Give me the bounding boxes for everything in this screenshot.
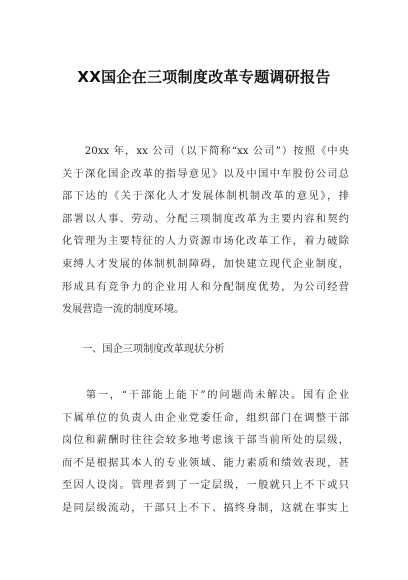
document-title: XX国企在三项制度改革专题调研报告 bbox=[77, 68, 331, 86]
paragraph-line: 20xx 年，xx 公司（以下简称“xx 公司”）按照《中央 bbox=[62, 146, 349, 157]
paragraph-line: 下属单位的负责人由企业党委任命，组织部门在调整干部 bbox=[62, 412, 349, 424]
paragraph-line: 岗位和薪酬时往往会较多地考虑该干部当前所处的层级， bbox=[62, 435, 349, 447]
paragraph-line: 是同层级流动，干部只上不下、搞终身制，这就在事实上 bbox=[62, 502, 349, 514]
paragraph-line: 化管理为主要特征的人力资源市场化改革工作，着力破除 bbox=[62, 236, 349, 248]
paragraph-line: 部下达的《关于深化人才发展体制机制改革的意见》，排 bbox=[62, 191, 349, 203]
paragraph-line: 第一，“干部能上能下”的问题尚未解决。国有企业 bbox=[62, 390, 349, 401]
body-paragraph bbox=[62, 385, 349, 521]
paragraph-line: 形成具有竞争力的企业用人和分配制度优势，为公司经营 bbox=[62, 281, 349, 293]
intro-paragraph bbox=[62, 141, 349, 322]
paragraph-line: 而不是根据其本人的专业领域、能力素质和绩效表现，甚 bbox=[62, 457, 349, 469]
paragraph-line: 发展营造一流的制度环境。 bbox=[62, 304, 185, 316]
section-heading: 一、国企三项制度改革现状分析 bbox=[82, 344, 225, 355]
paragraph-line: 关于深化国企改革的指导意见》以及中国中车股份公司总 bbox=[62, 168, 349, 180]
paragraph-line: 束缚人才发展的体制机制障碍，加快建立现代企业制度， bbox=[62, 258, 349, 270]
paragraph-line: 至因人设岗。管理者到了一定层级，一般就只上不下或只 bbox=[62, 480, 349, 492]
paragraph-line: 部署以人事、劳动、分配三项制度改革为主要内容和契约 bbox=[62, 213, 349, 225]
